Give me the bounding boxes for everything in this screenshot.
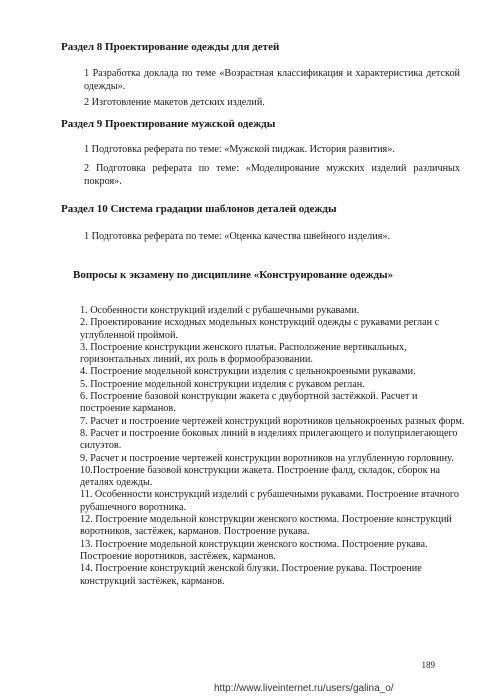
section-9-heading: Раздел 9 Проектирование мужской одежды: [61, 118, 276, 130]
page-number: 189: [421, 660, 435, 670]
section-10-heading: Раздел 10 Система градации шаблонов деталей одежды: [61, 203, 337, 215]
exam-question: 13. Построение модельной конструкции женского костюма. Построение рукава. Построение воротников, застёжек, карманов.: [80, 538, 428, 562]
exam-question: 12. Построение модельной конструкции женского костюма. Построение конструкций воротников, застёжек, карманов. Построение рукава.: [80, 514, 452, 538]
exam-question: 9. Расчет и построение чертежей конструкции воротников на углубленную горловину.: [80, 452, 454, 464]
exam-question: 11. Особенности конструкций изделий с рубашечными рукавами. Построение втачного рубашечного воротника.: [80, 489, 459, 513]
exam-questions-heading: Вопросы к экзамену по дисциплине «Конструирование одежды»: [73, 269, 394, 281]
section-8-paragraph-2: 2 Изготовление макетов детских изделий.: [84, 97, 265, 108]
exam-question: 2. Проектирование исходных модельных конструкций одежды с рукавами реглан с углубленной проймой.: [80, 317, 440, 341]
exam-questions-list: [80, 305, 465, 588]
exam-question: 1. Особенности конструкций изделий с рубашечными рукавами.: [80, 305, 360, 316]
section-8-paragraph-1: 1 Разработка доклада по теме «Возрастная классификация и характеристика детской одежды».: [84, 68, 460, 92]
section-10-paragraph-1: 1 Подготовка реферата по теме: «Оценка качества швейного изделия».: [84, 231, 391, 242]
exam-question: 7. Расчет и построение чертежей конструкций воротников цельнокроеных разных форм.: [80, 415, 465, 427]
section-8-heading: Раздел 8 Проектирование одежды для детей: [61, 41, 280, 53]
exam-question: 8. Расчет и построение боковых линий в изделиях прилегающего и полуприлегающего силуэтов.: [80, 427, 458, 452]
exam-question: 14. Построение конструкций женской блузки. Построение рукава. Построение конструкций застёжек, карманов.: [80, 563, 422, 587]
watermark-url[interactable]: http://www.liveinternet.ru/users/galina_o/: [214, 683, 394, 694]
section-9-paragraph-2: 2 Подготовка реферата по теме: «Моделирование мужских изделий различных покроя».: [84, 163, 460, 187]
exam-question: 10.Построение базовой конструкции жакета. Построение фалд, складок, сборок на деталях одежды.: [80, 464, 441, 489]
exam-question: 3. Построение конструкции женского платья. Расположение вертикальных, горизонтальных линий, их роль в формообразовании.: [80, 341, 407, 366]
exam-question: 6. Построение базовой конструкции жакета с двубортной застёжкой. Расчет и построение карманов.: [80, 391, 418, 415]
exam-question: 5. Построение модельной конструкции изделия с рукавом реглан.: [80, 378, 365, 390]
section-9-paragraph-1: 1 Подготовка реферата по теме: «Мужской пиджак. История развития».: [84, 144, 395, 155]
exam-question: 4. Построение модельной конструкции изделия с цельнокроеными рукавами.: [80, 366, 416, 378]
